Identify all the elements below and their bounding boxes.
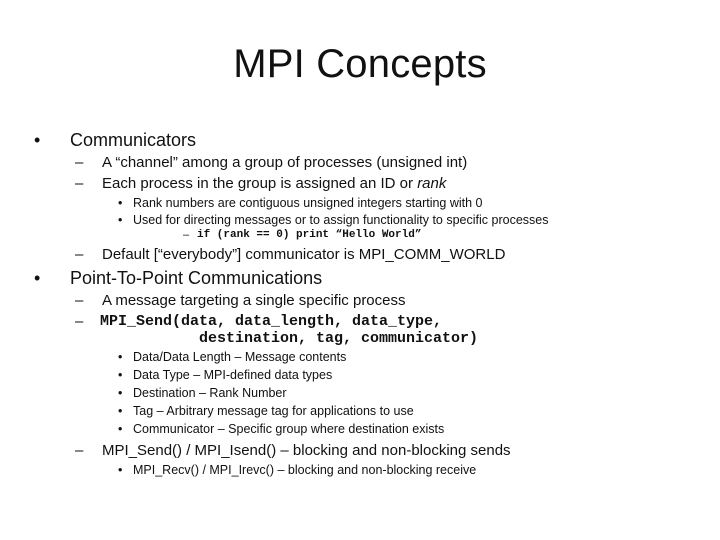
dash-marker: – [75,175,84,192]
param-item: Data Type – MPI-defined data types [133,368,333,382]
param-item: Destination – Rank Number [133,386,287,400]
param-item: Data/Data Length – Message contents [133,350,347,364]
default-communicator-text: Default [“everybody”] communicator is MPI_COMM_WORLD [102,246,506,263]
sends-text: MPI_Send() / MPI_Isend() – blocking and non-blocking sends [102,442,511,459]
bullet-dot: • [34,268,41,288]
assigned-rank: rank [417,175,447,192]
mpi-send-line2: destination, tag, communicator) [199,330,479,347]
bullet-dot: • [118,463,123,477]
dash-marker: – [75,246,84,263]
bullet-dot: • [34,130,41,150]
dash-marker: – [75,292,84,309]
channel-text: A “channel” among a group of processes (unsigned int) [102,154,468,171]
bullet-dot: • [118,404,123,418]
bullet-dot: • [118,196,123,210]
dash-marker: – [75,442,84,459]
dash-marker: – [75,154,84,171]
bullet-dot: • [118,213,123,227]
dash-marker: – [183,229,190,241]
code-snippet: if (rank == 0) print “Hello World” [197,229,422,241]
bullet-dot: • [118,422,123,436]
communicators-heading: Communicators [70,130,197,150]
used-for-text: Used for directing messages or to assign functionality to specific processes [133,213,549,227]
bullet-dot: • [118,368,123,382]
mpi-send-line1: MPI_Send(data, data_length, data_type, [100,313,443,330]
message-text: A message targeting a single specific process [102,292,406,309]
dash-marker: – [75,313,84,330]
bullet-dot: • [118,386,123,400]
recv-text: MPI_Recv() / MPI_Irevc() – blocking and non-blocking receive [133,463,477,477]
assigned-prefix: Each process in the group is assigned an ID or [102,175,418,192]
bullet-dot: • [118,350,123,364]
p2p-heading: Point-To-Point Communications [70,268,323,288]
param-item: Tag – Arbitrary message tag for applications to use [133,404,414,418]
slide-title: MPI Concepts [233,42,487,86]
rank-numbers-text: Rank numbers are contiguous unsigned integers starting with 0 [133,196,483,210]
assigned-text [102,175,446,192]
param-item: Communicator – Specific group where destination exists [133,422,445,436]
